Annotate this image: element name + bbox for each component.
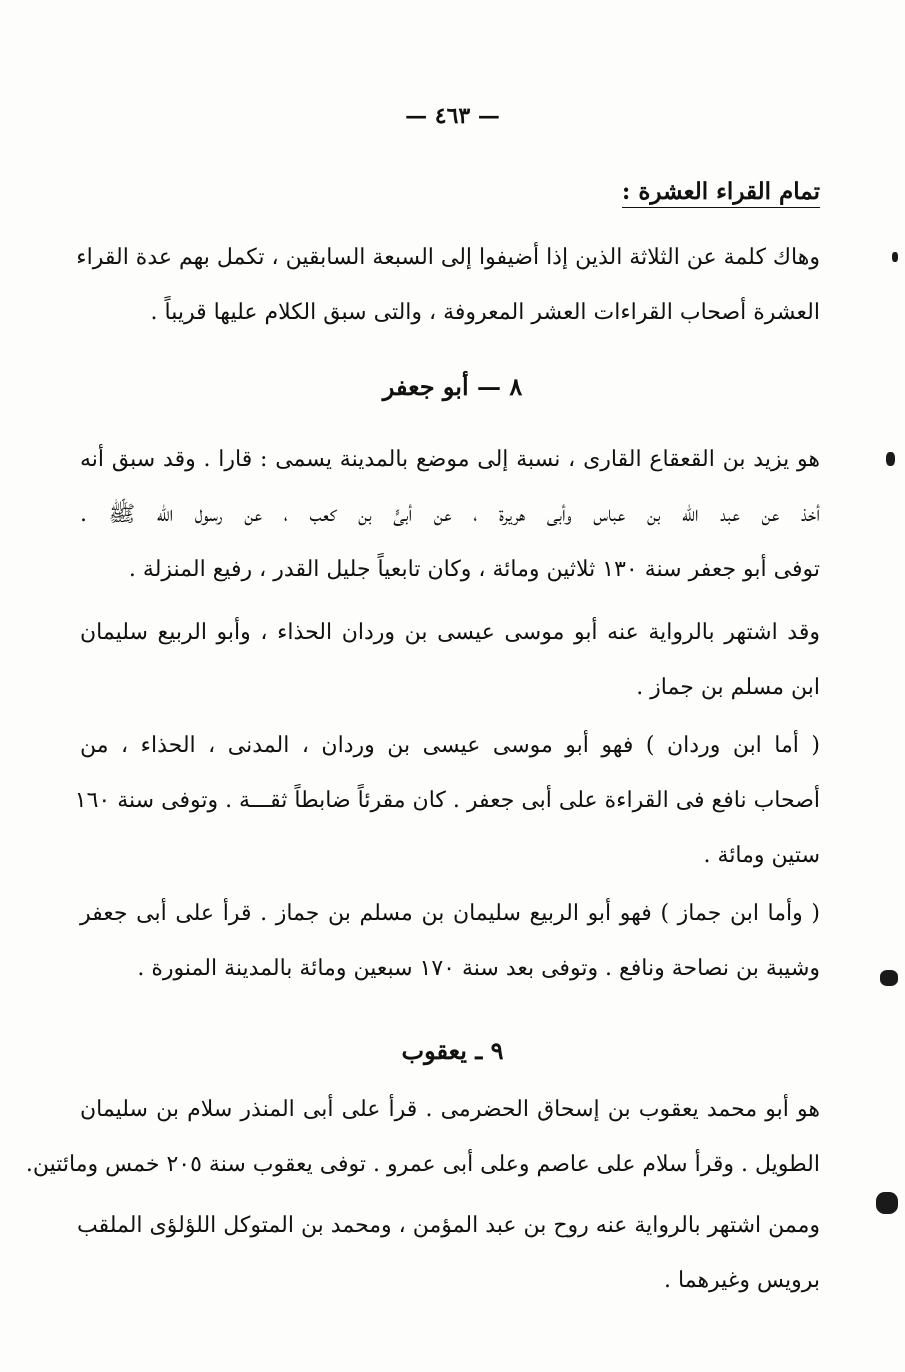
s8-p3-line-1: ( أما ابن وردان ) فهو أبو موسى عيسى بن وردان ، المدنى ، الحذاء ، من xyxy=(80,733,820,758)
intro-line-2: العشرة أصحاب القراءات العشر المعروفة ، والتى سبق الكلام عليها قريباً . xyxy=(150,300,820,325)
s9-p1-line-2: الطويل . وقرأ سلام على عاصم وعلى أبى عمرو . توفى يعقوب سنة ٢٠٥ خمس ومائتين. xyxy=(25,1152,820,1177)
intro-line-1: وهاك كلمة عن الثلاثة الذين إذا أضيفوا إلى السبعة السابقين ، تكمل بهم عدة القراء xyxy=(76,245,820,270)
s8-p4-line-1: ( وأما ابن جماز ) فهو أبو الربيع سليمان بن مسلم بن جماز . قرأ على أبى جعفر xyxy=(80,901,820,926)
s8-p1-line-3: توفى أبو جعفر سنة ١٣٠ ثلاثين ومائة ، وكان تابعياً جليل القدر ، رفيع المنزلة . xyxy=(128,557,820,582)
scan-mark xyxy=(892,252,898,262)
s8-p2-line-1: وقد اشتهر بالرواية عنه أبو موسى عيسى بن وردان الحذاء ، وأبو الربيع سليمان xyxy=(80,620,820,645)
s8-p2-line-2: ابن مسلم بن جماز . xyxy=(636,675,820,700)
s8-p1-line-2: أخذ عن عبد الله بن عباس وأبى هريرة ، عن أبىٍّ بن كعب ، عن رسول الله ﷺ . xyxy=(80,502,820,527)
s9-p2-line-1: وممن اشتهر بالرواية عنه روح بن عبد المؤمن ، ومحمد بن المتوكل اللؤلؤى الملقب xyxy=(76,1213,820,1238)
section8-paragraph-2 xyxy=(80,605,820,715)
scan-mark xyxy=(880,970,898,986)
intro-heading-text: تمام القراء العشرة : xyxy=(622,178,820,208)
intro-heading xyxy=(80,178,820,205)
s9-p2-line-2: برويس وغيرهما . xyxy=(664,1268,820,1293)
scan-mark xyxy=(886,452,895,466)
s8-p1-line-1: هو يزيد بن القعقاع القارى ، نسبة إلى موضع بالمدينة يسمى : قارا . وقد سبق أنه xyxy=(80,447,820,472)
section9-paragraph-1 xyxy=(25,1082,820,1192)
section8-paragraph-4 xyxy=(80,886,820,996)
intro-paragraph xyxy=(76,230,820,340)
section8-paragraph-1 xyxy=(80,432,820,597)
s8-p3-line-3: ستين ومائة . xyxy=(703,843,820,868)
page-number: — ٤٦٣ — xyxy=(405,103,500,129)
section9-heading: ٩ ـ يعقوب xyxy=(401,1036,504,1065)
s8-p4-line-2: وشيبة بن نصاحة ونافع . وتوفى بعد سنة ١٧٠ سبعين ومائة بالمدينة المنورة . xyxy=(137,956,820,981)
s9-p1-line-1: هو أبو محمد يعقوب بن إسحاق الحضرمى . قرأ على أبى المنذر سلام بن سليمان xyxy=(80,1097,820,1122)
section8-paragraph-3 xyxy=(74,718,820,883)
scan-mark xyxy=(876,1192,898,1214)
s8-p3-line-2: أصحاب نافع فى القراءة على أبى جعفر . كان مقرئاً ضابطاً ثقـــة . وتوفى سنة ١٦٠ xyxy=(74,788,820,813)
section9-paragraph-2 xyxy=(76,1198,820,1308)
section8-heading: ٨ — أبو جعفر xyxy=(382,372,523,401)
